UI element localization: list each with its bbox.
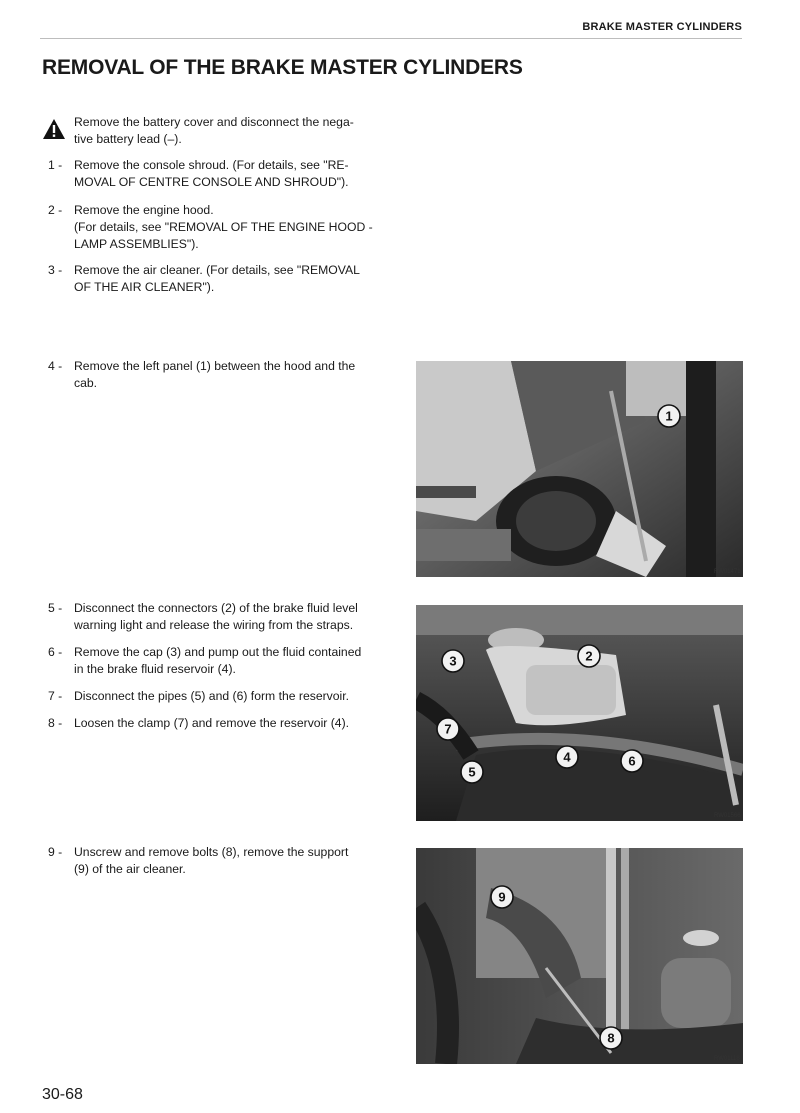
running-header: BRAKE MASTER CYLINDERS	[582, 21, 742, 33]
callout-label: 1	[665, 408, 673, 424]
warning-note	[42, 114, 387, 148]
step-text-line: Remove the left panel (1) between the hood and the	[74, 359, 356, 373]
step-number: 4 -	[48, 359, 63, 373]
photo-code: RW01118	[714, 1056, 740, 1062]
step-1	[42, 157, 387, 191]
step-5	[42, 600, 387, 634]
callout-label: 3	[449, 653, 457, 669]
step-text-line: LAMP ASSEMBLIES").	[74, 237, 199, 251]
step-9	[42, 844, 387, 878]
callout-9	[491, 886, 513, 908]
callout-4	[556, 746, 578, 768]
callout-label: 2	[585, 648, 593, 664]
step-text-line: warning light and release the wiring from the straps.	[74, 618, 354, 632]
step-number: 3 -	[48, 263, 63, 277]
step-text-line: cab.	[74, 376, 98, 390]
callout-label: 5	[468, 764, 476, 780]
step-number: 7 -	[48, 689, 63, 703]
step-number: 6 -	[48, 645, 63, 659]
step-number: 9 -	[48, 845, 63, 859]
step-8	[42, 715, 387, 732]
page-number: 30-68	[42, 1086, 83, 1103]
callout-label: 9	[498, 889, 506, 905]
callout-2	[578, 645, 600, 667]
step-4	[42, 358, 387, 392]
step-text-line: Remove the engine hood.	[74, 203, 214, 217]
callout-label: 8	[607, 1030, 615, 1046]
page-title: REMOVAL OF THE BRAKE MASTER CYLINDERS	[42, 56, 523, 79]
step-text-line: Loosen the clamp (7) and remove the reservoir (4).	[74, 716, 350, 730]
step-7	[42, 688, 387, 705]
header-divider	[40, 38, 742, 39]
callout-label: 6	[628, 753, 636, 769]
step-text-line: OF THE AIR CLEANER").	[74, 280, 215, 294]
photo-air-cleaner-support	[416, 848, 743, 1064]
photo-code: RW01566	[714, 813, 741, 819]
step-text-line: Unscrew and remove bolts (8), remove the support	[74, 845, 349, 859]
step-text-line: Disconnect the pipes (5) and (6) form the reservoir.	[74, 689, 350, 703]
step-text-line: Remove the console shroud. (For details, see "RE-	[74, 158, 349, 172]
callout-3	[442, 650, 464, 672]
photo-brake-fluid-reservoir	[416, 605, 743, 821]
step-text-line: Remove the cap (3) and pump out the fluid contained	[74, 645, 362, 659]
photo-code: RW01471	[714, 569, 741, 575]
step-number: 1 -	[48, 158, 63, 172]
callout-label: 7	[444, 721, 452, 737]
step-text-line: Disconnect the connectors (2) of the brake fluid level	[74, 601, 358, 615]
callout-6	[621, 750, 643, 772]
step-3	[42, 262, 387, 296]
callout-1	[658, 405, 680, 427]
step-text-line: in the brake fluid reservoir (4).	[74, 662, 236, 676]
callout-5	[461, 761, 483, 783]
step-number: 2 -	[48, 203, 63, 217]
callout-7	[437, 718, 459, 740]
step-text-line: (9) of the air cleaner.	[74, 862, 186, 876]
warning-text-line-2: tive battery lead (–).	[74, 132, 182, 146]
step-text-line: Remove the air cleaner. (For details, see "REMOVAL	[74, 263, 360, 277]
step-text-line: MOVAL OF CENTRE CONSOLE AND SHROUD").	[74, 175, 349, 189]
step-text-line: (For details, see "REMOVAL OF THE ENGINE HOOD -	[74, 220, 373, 234]
warning-text-line-1: Remove the battery cover and disconnect the nega-	[74, 115, 354, 129]
step-6	[42, 644, 387, 678]
callout-8	[600, 1027, 622, 1049]
step-number: 5 -	[48, 601, 63, 615]
step-number: 8 -	[48, 716, 63, 730]
warning-triangle-icon	[42, 118, 66, 140]
photo-left-panel	[416, 361, 743, 577]
callout-label: 4	[563, 749, 571, 765]
step-2	[42, 202, 387, 253]
